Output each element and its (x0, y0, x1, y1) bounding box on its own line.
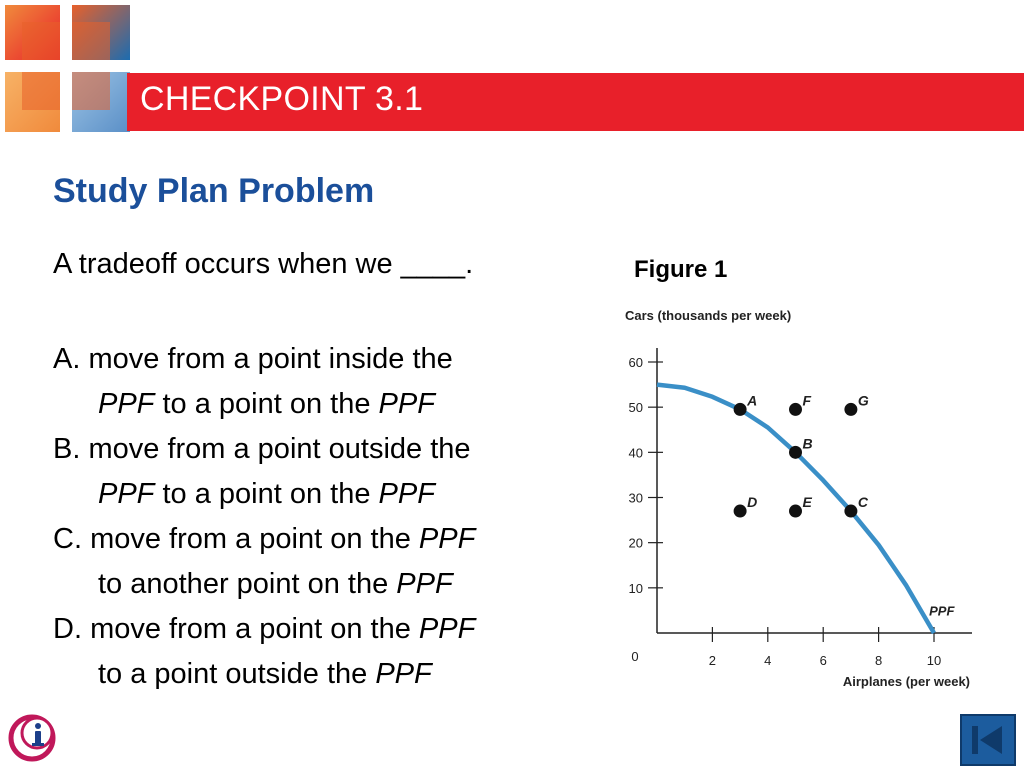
info-button[interactable] (6, 712, 58, 764)
y-tick-label: 30 (628, 490, 643, 506)
y-tick-label: 10 (628, 580, 643, 596)
point-label: G (857, 392, 869, 409)
back-arrow-icon (962, 716, 1014, 764)
point-label: F (802, 392, 812, 409)
y-tick-label: 20 (628, 535, 643, 551)
x-tick-label: 8 (874, 653, 883, 668)
x-tick-label: 0 (631, 649, 639, 664)
y-tick-label: 40 (628, 445, 643, 461)
option-text: to a point on the (154, 478, 379, 510)
option-text: move from a point on the (90, 523, 419, 555)
ppf-term: PPF (396, 568, 453, 600)
point-label: C (857, 494, 869, 511)
option-text: to a point on the (154, 388, 379, 420)
info-icon (6, 712, 58, 764)
figure-label: Figure 1 (634, 256, 728, 283)
option-letter: A. (53, 343, 81, 375)
ppf-term: PPF (375, 658, 432, 690)
question-text: A tradeoff occurs when we ____. (53, 248, 474, 280)
option-text: to another point on the (98, 568, 397, 600)
point-label: E (802, 494, 812, 511)
option-a[interactable] (53, 337, 475, 427)
option-b[interactable] (53, 427, 475, 517)
point-label: A (747, 392, 758, 409)
point-c (844, 505, 857, 518)
x-axis-label: Airplanes (per week) (842, 674, 970, 689)
page-subtitle: Study Plan Problem (53, 172, 375, 210)
y-axis-label: Cars (thousands per week) (625, 308, 792, 323)
option-text: move from a point inside the (88, 343, 453, 375)
x-tick-label: 6 (819, 653, 827, 668)
answer-options (53, 337, 475, 697)
x-tick-label: 4 (764, 653, 772, 668)
point-label: D (747, 494, 758, 511)
ppf-chart (600, 300, 990, 700)
point-f (789, 403, 802, 416)
point-d (734, 505, 747, 518)
checkpoint-logo (0, 0, 135, 133)
y-tick-label: 50 (628, 400, 643, 416)
option-text: move from a point outside the (88, 433, 471, 465)
option-letter: B. (53, 433, 81, 465)
y-tick-label: 60 (628, 355, 643, 370)
header-title: CHECKPOINT 3.1 (140, 80, 424, 118)
ppf-term: PPF (378, 478, 435, 510)
point-g (844, 403, 857, 416)
x-tick-label: 10 (926, 653, 942, 668)
back-button[interactable] (960, 714, 1016, 766)
point-e (789, 505, 802, 518)
option-c[interactable] (53, 517, 475, 607)
ppf-term: PPF (98, 478, 155, 510)
ppf-term: PPF (378, 388, 435, 420)
series-label: PPF (929, 603, 955, 619)
x-tick-label: 2 (708, 653, 717, 668)
point-a (734, 403, 747, 416)
option-letter: C. (53, 523, 82, 555)
option-text: to a point outside the (98, 658, 376, 690)
option-d[interactable] (53, 607, 475, 697)
option-letter: D. (53, 613, 82, 645)
ppf-term: PPF (418, 523, 476, 555)
point-label: B (802, 435, 813, 452)
ppf-term: PPF (418, 613, 476, 645)
ppf-term: PPF (98, 388, 155, 420)
option-text: move from a point on the (90, 613, 419, 645)
point-b (789, 446, 802, 459)
